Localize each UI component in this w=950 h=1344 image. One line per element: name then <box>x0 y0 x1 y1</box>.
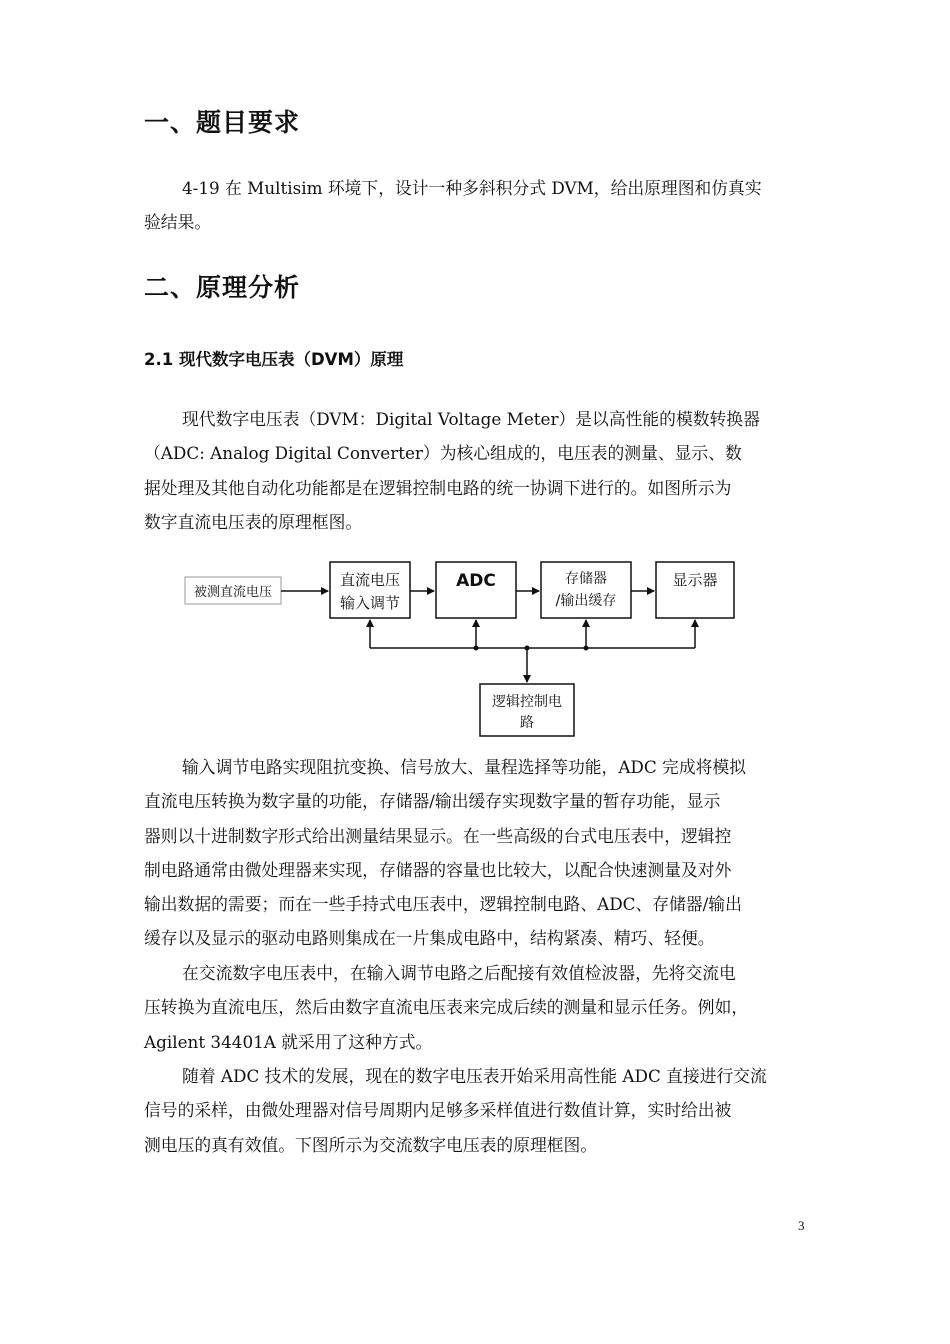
paragraph-dvm-intro <box>144 402 808 539</box>
block1-line1: 直流电压 <box>339 571 401 589</box>
control-line2: 路 <box>520 715 534 731</box>
section-1-heading: 一、题目要求 <box>144 108 301 137</box>
text-line: 直流电压转换为数字量的功能，存储器/输出缓存实现数字量的暂存功能，显示 <box>144 791 721 812</box>
text-line: 制电路通常由微处理器来实现，存储器的容量也比较大，以配合快速测量及对外 <box>144 859 732 880</box>
text-line: 压转换为直流电压，然后由数字直流电压表来完成后续的测量和显示任务。例如， <box>144 997 749 1018</box>
text-line: 现代数字电压表（DVM：Digital Voltage Meter）是以高性能的模数转换器 <box>182 409 760 429</box>
text-line: 随着 ADC 技术的发展，现在的数字电压表开始采用高性能 ADC 直接进行交流 <box>182 1066 767 1086</box>
text-line: 测电压的真有效值。下图所示为交流数字电压表的原理框图。 <box>144 1134 598 1155</box>
block1-line2: 输入调节 <box>339 594 401 612</box>
paragraph-ac-dvm <box>144 956 808 1059</box>
section-1-paragraph <box>144 171 808 240</box>
text-line: 验结果。 <box>144 212 212 233</box>
subsection-2-1-heading: 2.1 现代数字电压表（DVM）原理 <box>144 350 404 369</box>
display-label: 显示器 <box>672 571 718 589</box>
dvm-block-diagram <box>180 555 740 743</box>
text-line: 在交流数字电压表中，在输入调节电路之后配接有效值检波器，先将交流电 <box>182 963 736 983</box>
text-line: 器则以十进制数字形式给出测量结果显示。在一些高级的台式电压表中，逻辑控 <box>144 825 732 846</box>
text-line: 缓存以及显示的驱动电路则集成在一片集成电路中，结构紧凑、精巧、轻便。 <box>144 928 715 949</box>
text-line: 数字直流电压表的原理框图。 <box>144 511 363 532</box>
control-line1: 逻辑控制电 <box>492 694 562 710</box>
adc-label: ADC <box>456 571 496 591</box>
text-line: 信号的采样，由微处理器对信号周期内足够多采样值进行数值计算，实时给出被 <box>144 1100 732 1121</box>
paragraph-dc-description <box>144 750 808 956</box>
text-line: 据处理及其他自动化功能都是在逻辑控制电路的统一协调下进行的。如图所示为 <box>144 477 732 498</box>
block3-line1: 存储器 <box>565 571 607 587</box>
input-label: 被测直流电压 <box>193 585 273 600</box>
text-line: Agilent 34401A 就采用了这种方式。 <box>144 1031 433 1052</box>
block3-line2: /输出缓存 <box>555 593 617 609</box>
text-line: 输入调节电路实现阻抗变换、信号放大、量程选择等功能，ADC 完成将模拟 <box>182 757 746 777</box>
paragraph-adc-sampling <box>144 1059 808 1162</box>
section-2-heading: 二、原理分析 <box>144 273 301 302</box>
text-line: （ADC: Analog Digital Converter）为核心组成的，电压表的测量、显示、数 <box>144 443 742 464</box>
page-number: 3 <box>798 1218 805 1233</box>
text-line: 4-19 在 Multisim 环境下，设计一种多斜积分式 DVM，给出原理图和仿真实 <box>182 178 762 198</box>
text-line: 输出数据的需要；而在一些手持式电压表中，逻辑控制电路、ADC、存储器/输出 <box>144 894 742 915</box>
